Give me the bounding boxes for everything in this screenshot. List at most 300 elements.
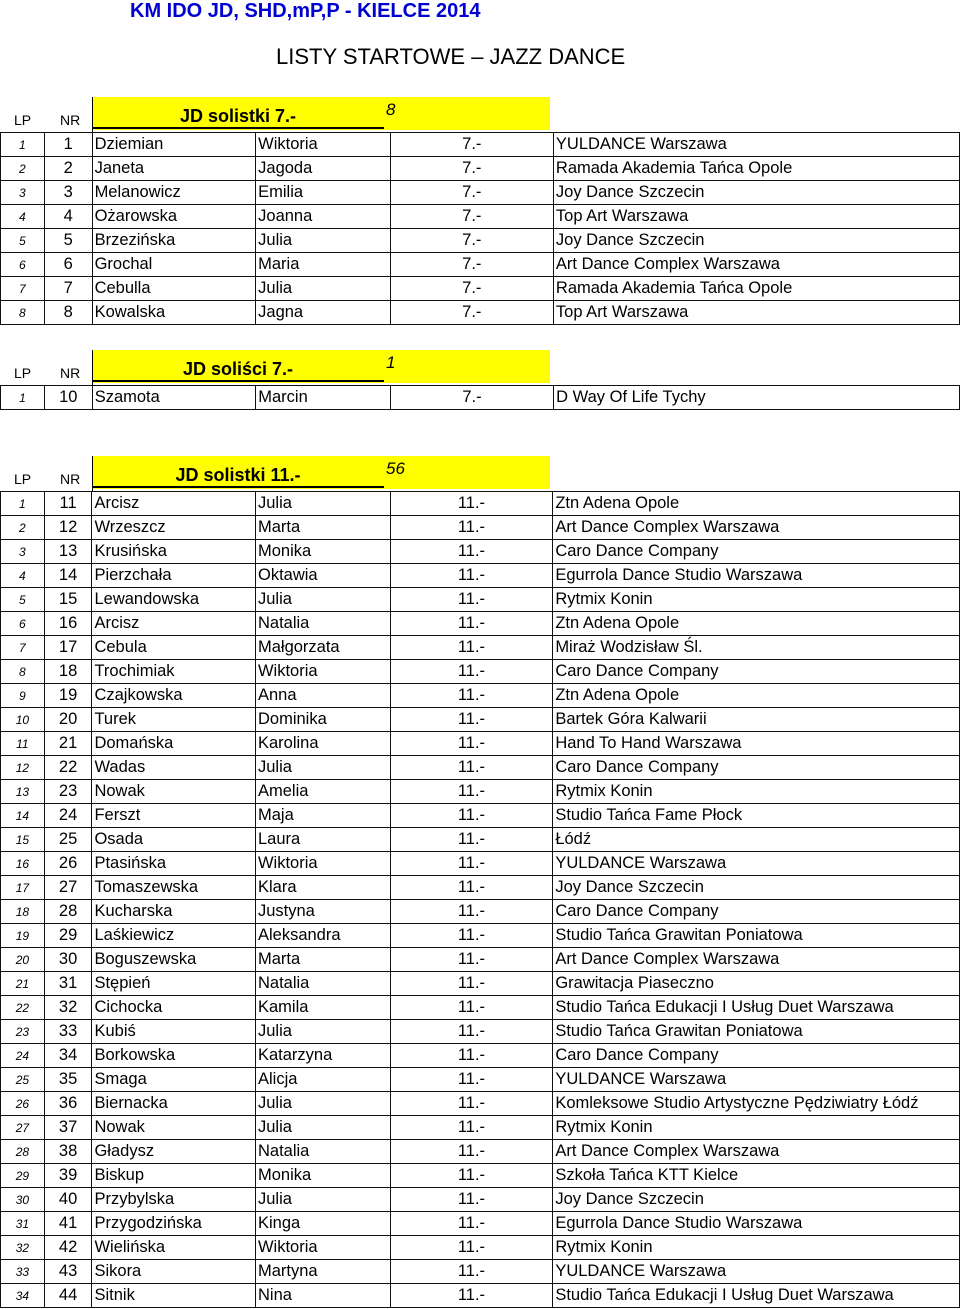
surname-cell: Nowak	[92, 780, 256, 804]
club-cell: Art Dance Complex Warszawa	[553, 516, 960, 540]
lp-cell: 26	[1, 1092, 45, 1116]
table-row	[1, 900, 960, 924]
nr-cell: 31	[44, 972, 92, 996]
surname-cell: Sitnik	[92, 1284, 256, 1308]
lp-cell: 18	[1, 900, 45, 924]
lp-cell: 6	[1, 612, 45, 636]
firstname-cell: Wiktoria	[255, 852, 390, 876]
club-cell: Studio Tańca Grawitan Poniatowa	[553, 1020, 960, 1044]
lp-cell: 8	[1, 301, 45, 325]
lp-cell: 5	[1, 229, 45, 253]
club-cell: Joy Dance Szczecin	[553, 229, 959, 253]
surname-cell: Kowalska	[92, 301, 256, 325]
firstname-cell: Natalia	[255, 972, 390, 996]
surname-cell: Borkowska	[92, 1044, 256, 1068]
nr-cell: 17	[44, 636, 92, 660]
nr-label: NR	[60, 112, 81, 128]
club-cell: YULDANCE Warszawa	[553, 1068, 960, 1092]
lp-cell: 14	[1, 804, 45, 828]
category-title: JD soliści 7.-	[92, 359, 384, 382]
firstname-cell: Aleksandra	[255, 924, 390, 948]
firstname-cell: Amelia	[255, 780, 390, 804]
surname-cell: Grochal	[92, 253, 256, 277]
firstname-cell: Kamila	[255, 996, 390, 1020]
age-category-cell: 7.-	[390, 205, 553, 229]
surname-cell: Trochimiak	[92, 660, 256, 684]
lp-cell: 11	[1, 732, 45, 756]
age-category-cell: 11.-	[390, 564, 553, 588]
surname-cell: Pierzchała	[92, 564, 256, 588]
firstname-cell: Marta	[255, 948, 390, 972]
lp-cell: 3	[1, 540, 45, 564]
age-category-cell: 11.-	[390, 1236, 553, 1260]
table-row	[1, 229, 960, 253]
nr-cell: 40	[44, 1188, 92, 1212]
section-header	[0, 97, 960, 132]
lp-label: LP	[14, 112, 32, 128]
table-row	[1, 636, 960, 660]
table-row	[1, 780, 960, 804]
table-row	[1, 1260, 960, 1284]
surname-cell: Domańska	[92, 732, 256, 756]
firstname-cell: Natalia	[255, 612, 390, 636]
firstname-cell: Marta	[255, 516, 390, 540]
lp-cell: 7	[1, 636, 45, 660]
surname-cell: Przybylska	[92, 1188, 256, 1212]
firstname-cell: Natalia	[255, 1140, 390, 1164]
lp-cell: 29	[1, 1164, 45, 1188]
nr-cell: 11	[44, 492, 92, 516]
section-header	[0, 350, 960, 385]
lp-cell: 24	[1, 1044, 45, 1068]
firstname-cell: Marcin	[256, 386, 391, 410]
club-cell: Studio Tańca Grawitan Poniatowa	[553, 924, 960, 948]
surname-cell: Czajkowska	[92, 684, 256, 708]
nr-cell: 19	[44, 684, 92, 708]
surname-cell: Cebulla	[92, 277, 256, 301]
table-row	[1, 924, 960, 948]
table-row	[1, 277, 960, 301]
lp-cell: 25	[1, 1068, 45, 1092]
firstname-cell: Nina	[255, 1284, 390, 1308]
nr-cell: 6	[44, 253, 92, 277]
age-category-cell: 11.-	[390, 780, 553, 804]
age-category-cell: 11.-	[390, 924, 553, 948]
age-category-cell: 11.-	[390, 1188, 553, 1212]
lp-label: LP	[14, 365, 32, 381]
nr-cell: 26	[44, 852, 92, 876]
club-cell: Top Art Warszawa	[553, 205, 959, 229]
club-cell: Caro Dance Company	[553, 756, 960, 780]
table-row	[1, 1212, 960, 1236]
nr-cell: 44	[44, 1284, 92, 1308]
table-row	[1, 1236, 960, 1260]
table-row	[1, 253, 960, 277]
lp-cell: 12	[1, 756, 45, 780]
club-cell: Rytmix Konin	[553, 1116, 960, 1140]
age-category-cell: 11.-	[390, 900, 553, 924]
table-row	[1, 133, 960, 157]
age-category-cell: 7.-	[390, 133, 553, 157]
firstname-cell: Oktawia	[255, 564, 390, 588]
firstname-cell: Anna	[255, 684, 390, 708]
nr-cell: 21	[44, 732, 92, 756]
club-cell: YULDANCE Warszawa	[553, 133, 959, 157]
club-cell: Studio Tańca Edukacji I Usług Duet Warszawa	[553, 996, 960, 1020]
surname-cell: Ptasińska	[92, 852, 256, 876]
table-row	[1, 852, 960, 876]
age-category-cell: 11.-	[390, 876, 553, 900]
nr-cell: 42	[44, 1236, 92, 1260]
club-cell: Szkoła Tańca KTT Kielce	[553, 1164, 960, 1188]
club-cell: YULDANCE Warszawa	[553, 1260, 960, 1284]
surname-cell: Biskup	[92, 1164, 256, 1188]
nr-cell: 25	[44, 828, 92, 852]
firstname-cell: Julia	[255, 1188, 390, 1212]
club-cell: Art Dance Complex Warszawa	[553, 948, 960, 972]
section-2	[0, 350, 960, 410]
firstname-cell: Katarzyna	[255, 1044, 390, 1068]
lp-cell: 9	[1, 684, 45, 708]
club-cell: Rytmix Konin	[553, 588, 960, 612]
age-category-cell: 11.-	[390, 684, 553, 708]
surname-cell: Melanowicz	[92, 181, 256, 205]
lp-cell: 30	[1, 1188, 45, 1212]
age-category-cell: 11.-	[390, 636, 553, 660]
lp-cell: 31	[1, 1212, 45, 1236]
age-category-cell: 7.-	[390, 277, 553, 301]
lp-cell: 15	[1, 828, 45, 852]
firstname-cell: Monika	[255, 1164, 390, 1188]
table-row	[1, 492, 960, 516]
surname-cell: Turek	[92, 708, 256, 732]
firstname-cell: Julia	[255, 1020, 390, 1044]
firstname-cell: Kinga	[255, 1212, 390, 1236]
surname-cell: Krusińska	[92, 540, 256, 564]
lp-cell: 23	[1, 1020, 45, 1044]
age-category-cell: 11.-	[390, 996, 553, 1020]
nr-cell: 32	[44, 996, 92, 1020]
table-row	[1, 386, 960, 410]
lp-label: LP	[14, 471, 32, 487]
table-row	[1, 972, 960, 996]
club-cell: Studio Tańca Fame Płock	[553, 804, 960, 828]
age-category-cell: 11.-	[390, 492, 553, 516]
age-category-cell: 11.-	[390, 1260, 553, 1284]
entries-table	[0, 491, 960, 1308]
category-title: JD solistki 7.-	[92, 106, 384, 129]
surname-cell: Biernacka	[92, 1092, 256, 1116]
nr-cell: 15	[44, 588, 92, 612]
age-category-cell: 7.-	[390, 386, 553, 410]
table-row	[1, 612, 960, 636]
table-row	[1, 708, 960, 732]
table-row	[1, 756, 960, 780]
lp-cell: 8	[1, 660, 45, 684]
lp-cell: 3	[1, 181, 45, 205]
age-category-cell: 7.-	[390, 301, 553, 325]
surname-cell: Nowak	[92, 1116, 256, 1140]
list-title: LISTY STARTOWE – JAZZ DANCE	[276, 44, 626, 69]
nr-cell: 33	[44, 1020, 92, 1044]
club-cell: Ztn Adena Opole	[553, 612, 960, 636]
club-cell: Łódź	[553, 828, 960, 852]
nr-cell: 5	[44, 229, 92, 253]
surname-cell: Kubiś	[92, 1020, 256, 1044]
surname-cell: Brzezińska	[92, 229, 256, 253]
nr-cell: 13	[44, 540, 92, 564]
lp-cell: 19	[1, 924, 45, 948]
firstname-cell: Julia	[255, 492, 390, 516]
section-1	[0, 97, 960, 325]
age-category-cell: 11.-	[390, 756, 553, 780]
age-category-cell: 11.-	[390, 1284, 553, 1308]
age-category-cell: 11.-	[390, 1068, 553, 1092]
lp-cell: 2	[1, 516, 45, 540]
age-category-cell: 11.-	[390, 948, 553, 972]
nr-cell: 39	[44, 1164, 92, 1188]
nr-cell: 28	[44, 900, 92, 924]
surname-cell: Sikora	[92, 1260, 256, 1284]
lp-cell: 4	[1, 205, 45, 229]
club-cell: Studio Tańca Edukacji I Usług Duet Warszawa	[553, 1284, 960, 1308]
nr-cell: 1	[44, 133, 92, 157]
surname-cell: Kucharska	[92, 900, 256, 924]
age-category-cell: 11.-	[390, 708, 553, 732]
lp-cell: 16	[1, 852, 45, 876]
firstname-cell: Klara	[255, 876, 390, 900]
table-row	[1, 1044, 960, 1068]
club-cell: Grawitacja Piaseczno	[553, 972, 960, 996]
lp-cell: 33	[1, 1260, 45, 1284]
table-row	[1, 181, 960, 205]
firstname-cell: Karolina	[255, 732, 390, 756]
lp-cell: 22	[1, 996, 45, 1020]
table-row	[1, 804, 960, 828]
nr-cell: 3	[44, 181, 92, 205]
nr-cell: 16	[44, 612, 92, 636]
firstname-cell: Julia	[255, 756, 390, 780]
surname-cell: Arcisz	[92, 612, 256, 636]
age-category-cell: 11.-	[390, 1020, 553, 1044]
surname-cell: Laśkiewicz	[92, 924, 256, 948]
table-row	[1, 588, 960, 612]
nr-cell: 37	[44, 1116, 92, 1140]
firstname-cell: Wiktoria	[255, 660, 390, 684]
nr-cell: 29	[44, 924, 92, 948]
club-cell: Rytmix Konin	[553, 1236, 960, 1260]
table-row	[1, 684, 960, 708]
lp-cell: 34	[1, 1284, 45, 1308]
age-category-cell: 11.-	[390, 828, 553, 852]
event-title: KM IDO JD, SHD,mP,P - KIELCE 2014	[130, 0, 481, 22]
nr-cell: 27	[44, 876, 92, 900]
age-category-cell: 7.-	[390, 181, 553, 205]
firstname-cell: Julia	[255, 1116, 390, 1140]
firstname-cell: Laura	[255, 828, 390, 852]
age-category-cell: 7.-	[390, 229, 553, 253]
table-row	[1, 1068, 960, 1092]
club-cell: Joy Dance Szczecin	[553, 1188, 960, 1212]
entry-count: 1	[386, 353, 396, 372]
firstname-cell: Małgorzata	[255, 636, 390, 660]
nr-cell: 43	[44, 1260, 92, 1284]
age-category-cell: 11.-	[390, 1044, 553, 1068]
surname-cell: Smaga	[92, 1068, 256, 1092]
age-category-cell: 11.-	[390, 1092, 553, 1116]
table-row	[1, 516, 960, 540]
surname-cell: Janeta	[92, 157, 256, 181]
club-cell: Art Dance Complex Warszawa	[553, 1140, 960, 1164]
surname-cell: Osada	[92, 828, 256, 852]
age-category-cell: 11.-	[390, 732, 553, 756]
surname-cell: Dziemian	[92, 133, 256, 157]
firstname-cell: Julia	[256, 229, 391, 253]
club-cell: Caro Dance Company	[553, 660, 960, 684]
table-row	[1, 1092, 960, 1116]
club-cell: Ramada Akademia Tańca Opole	[553, 157, 959, 181]
age-category-cell: 11.-	[390, 972, 553, 996]
age-category-cell: 7.-	[390, 157, 553, 181]
nr-cell: 22	[44, 756, 92, 780]
table-row	[1, 1188, 960, 1212]
lp-cell: 1	[1, 133, 45, 157]
firstname-cell: Julia	[255, 588, 390, 612]
firstname-cell: Jagoda	[256, 157, 391, 181]
nr-cell: 34	[44, 1044, 92, 1068]
club-cell: Joy Dance Szczecin	[553, 876, 960, 900]
nr-cell: 12	[44, 516, 92, 540]
table-row	[1, 157, 960, 181]
nr-cell: 4	[44, 205, 92, 229]
age-category-cell: 11.-	[390, 1116, 553, 1140]
firstname-cell: Maja	[255, 804, 390, 828]
nr-cell: 7	[44, 277, 92, 301]
nr-cell: 18	[44, 660, 92, 684]
lp-cell: 27	[1, 1116, 45, 1140]
table-row	[1, 564, 960, 588]
entry-count: 8	[386, 100, 396, 119]
age-category-cell: 11.-	[390, 1164, 553, 1188]
lp-cell: 2	[1, 157, 45, 181]
surname-cell: Gładysz	[92, 1140, 256, 1164]
age-category-cell: 11.-	[390, 804, 553, 828]
firstname-cell: Julia	[256, 277, 391, 301]
firstname-cell: Martyna	[255, 1260, 390, 1284]
firstname-cell: Monika	[255, 540, 390, 564]
nr-cell: 2	[44, 157, 92, 181]
surname-cell: Stępień	[92, 972, 256, 996]
table-row	[1, 828, 960, 852]
surname-cell: Przygodzińska	[92, 1212, 256, 1236]
surname-cell: Arcisz	[92, 492, 256, 516]
club-cell: Art Dance Complex Warszawa	[553, 253, 959, 277]
club-cell: Miraż Wodzisław Śl.	[553, 636, 960, 660]
lp-cell: 20	[1, 948, 45, 972]
lp-cell: 1	[1, 386, 45, 410]
firstname-cell: Jagna	[256, 301, 391, 325]
age-category-cell: 11.-	[390, 852, 553, 876]
table-row	[1, 540, 960, 564]
club-cell: Komleksowe Studio Artystyczne Pędziwiatry Łódź	[553, 1092, 960, 1116]
club-cell: Ztn Adena Opole	[553, 684, 960, 708]
club-cell: Top Art Warszawa	[553, 301, 959, 325]
club-cell: Rytmix Konin	[553, 780, 960, 804]
club-cell: Caro Dance Company	[553, 900, 960, 924]
club-cell: Bartek Góra Kalwarii	[553, 708, 960, 732]
firstname-cell: Joanna	[256, 205, 391, 229]
nr-cell: 38	[44, 1140, 92, 1164]
table-row	[1, 660, 960, 684]
table-row	[1, 1116, 960, 1140]
nr-cell: 8	[44, 301, 92, 325]
club-cell: Caro Dance Company	[553, 540, 960, 564]
nr-cell: 30	[44, 948, 92, 972]
age-category-cell: 11.-	[390, 612, 553, 636]
nr-cell: 23	[44, 780, 92, 804]
surname-cell: Wrzeszcz	[92, 516, 256, 540]
lp-cell: 5	[1, 588, 45, 612]
firstname-cell: Julia	[255, 1092, 390, 1116]
nr-cell: 14	[44, 564, 92, 588]
entries-table	[0, 385, 960, 410]
table-row	[1, 948, 960, 972]
lp-cell: 21	[1, 972, 45, 996]
club-cell: Caro Dance Company	[553, 1044, 960, 1068]
surname-cell: Cebula	[92, 636, 256, 660]
lp-cell: 32	[1, 1236, 45, 1260]
club-cell: Ramada Akademia Tańca Opole	[553, 277, 959, 301]
firstname-cell: Alicja	[255, 1068, 390, 1092]
table-row	[1, 205, 960, 229]
table-row	[1, 732, 960, 756]
surname-cell: Ferszt	[92, 804, 256, 828]
club-cell: Egurrola Dance Studio Warszawa	[553, 564, 960, 588]
lp-cell: 1	[1, 492, 45, 516]
age-category-cell: 11.-	[390, 588, 553, 612]
lp-cell: 10	[1, 708, 45, 732]
nr-label: NR	[60, 365, 81, 381]
club-cell: Egurrola Dance Studio Warszawa	[553, 1212, 960, 1236]
surname-cell: Tomaszewska	[92, 876, 256, 900]
firstname-cell: Emilia	[256, 181, 391, 205]
age-category-cell: 11.-	[390, 540, 553, 564]
lp-cell: 13	[1, 780, 45, 804]
table-row	[1, 1020, 960, 1044]
nr-cell: 10	[44, 386, 92, 410]
club-cell: Hand To Hand Warszawa	[553, 732, 960, 756]
lp-cell: 17	[1, 876, 45, 900]
table-row	[1, 301, 960, 325]
entry-count: 56	[386, 459, 405, 478]
entries-table	[0, 132, 960, 325]
age-category-cell: 7.-	[390, 253, 553, 277]
firstname-cell: Wiktoria	[256, 133, 391, 157]
club-cell: Joy Dance Szczecin	[553, 181, 959, 205]
nr-cell: 41	[44, 1212, 92, 1236]
club-cell: YULDANCE Warszawa	[553, 852, 960, 876]
surname-cell: Cichocka	[92, 996, 256, 1020]
surname-cell: Boguszewska	[92, 948, 256, 972]
age-category-cell: 11.-	[390, 516, 553, 540]
section-3	[0, 456, 960, 1308]
nr-cell: 36	[44, 1092, 92, 1116]
club-cell: Ztn Adena Opole	[553, 492, 960, 516]
age-category-cell: 11.-	[390, 660, 553, 684]
table-row	[1, 876, 960, 900]
age-category-cell: 11.-	[390, 1212, 553, 1236]
surname-cell: Ożarowska	[92, 205, 256, 229]
